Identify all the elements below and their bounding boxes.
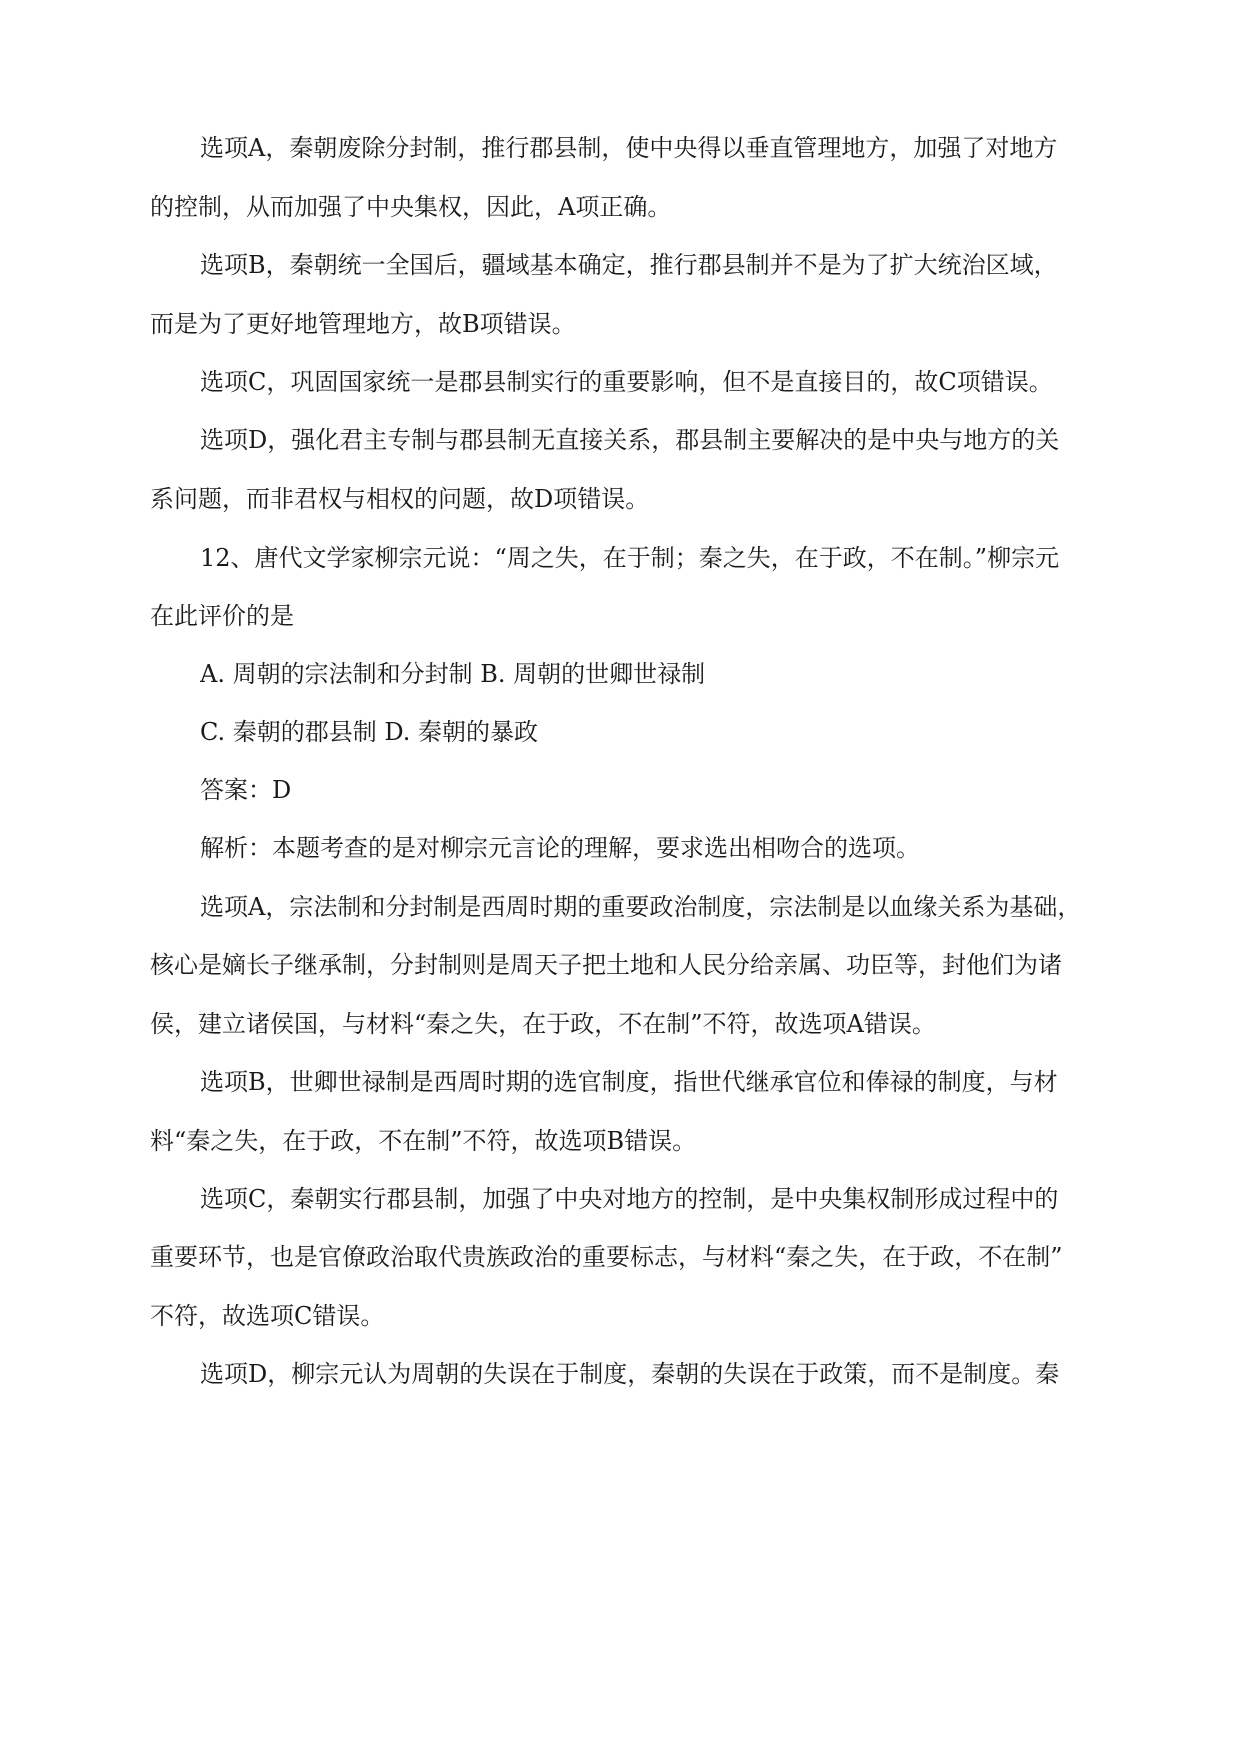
question-12-choices-ab: A. 周朝的宗法制和分封制 B. 周朝的世卿世禄制 <box>200 660 706 688</box>
analysis-option-a-line-1: 选项A，宗法制和分封制是西周时期的重要政治制度，宗法制是以血缘关系为基础， <box>200 893 1082 921</box>
question-12-line-1: 12、唐代文学家柳宗元说：“周之失，在于制；秦之失，在于政，不在制。”柳宗元 <box>200 544 1060 572</box>
paragraph-option-b-line-1: 选项B，秦朝统一全国后，疆域基本确定，推行郡县制并不是为了扩大统治区域， <box>200 251 1058 279</box>
paragraph-option-b-line-2: 而是为了更好地管理地方，故B项错误。 <box>150 310 576 338</box>
question-12-line-2: 在此评价的是 <box>150 602 294 630</box>
analysis-option-d-line-1: 选项D，柳宗元认为周朝的失误在于制度，秦朝的失误在于政策，而不是制度。秦 <box>200 1360 1060 1388</box>
paragraph-option-a-line-2: 的控制，从而加强了中央集权，因此，A项正确。 <box>150 193 672 221</box>
paragraph-option-d-line-1: 选项D，强化君主专制与郡县制无直接关系，郡县制主要解决的是中央与地方的关 <box>200 426 1060 454</box>
question-12-answer: 答案：D <box>200 776 292 804</box>
analysis-option-a-line-2: 核心是嫡长子继承制，分封制则是周天子把土地和人民分给亲属、功臣等，封他们为诸 <box>150 951 1062 979</box>
question-12-choices-cd: C. 秦朝的郡县制 D. 秦朝的暴政 <box>200 718 539 746</box>
analysis-option-b-line-2: 料“秦之失，在于政，不在制”不符，故选项B错误。 <box>150 1127 697 1155</box>
paragraph-option-c-line-1: 选项C，巩固国家统一是郡县制实行的重要影响，但不是直接目的，故C项错误。 <box>200 368 1053 396</box>
analysis-option-a-line-3: 侯，建立诸侯国，与材料“秦之失，在于政，不在制”不符，故选项A错误。 <box>150 1010 936 1038</box>
paragraph-option-a-line-1: 选项A，秦朝废除分封制，推行郡县制，使中央得以垂直管理地方，加强了对地方 <box>200 134 1058 162</box>
analysis-option-b-line-1: 选项B，世卿世禄制是西周时期的选官制度，指世代继承官位和俸禄的制度，与材 <box>200 1068 1058 1096</box>
paragraph-option-d-line-2: 系问题，而非君权与相权的问题，故D项错误。 <box>150 485 650 513</box>
question-12-analysis: 解析：本题考查的是对柳宗元言论的理解，要求选出相吻合的选项。 <box>200 834 920 862</box>
analysis-option-c-line-1: 选项C，秦朝实行郡县制，加强了中央对地方的控制，是中央集权制形成过程中的 <box>200 1185 1059 1213</box>
analysis-option-c-line-3: 不符，故选项C错误。 <box>150 1302 385 1330</box>
analysis-option-c-line-2: 重要环节，也是官僚政治取代贵族政治的重要标志，与材料“秦之失，在于政，不在制” <box>150 1243 1063 1271</box>
